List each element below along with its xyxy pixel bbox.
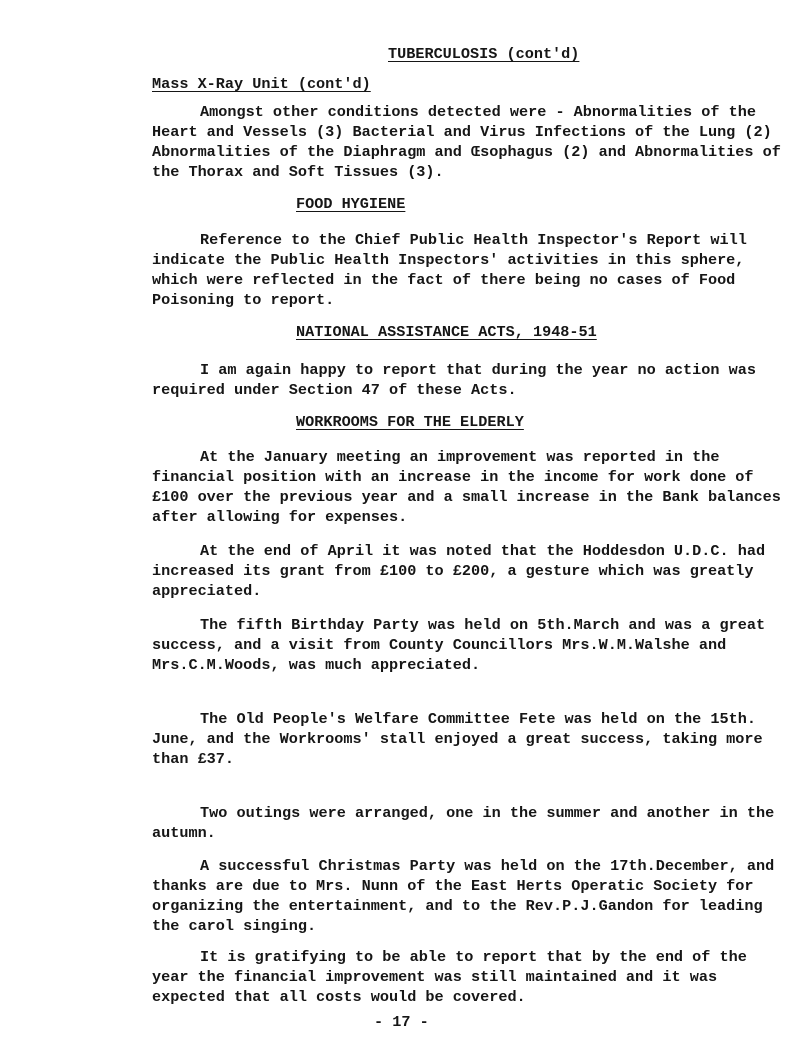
xray-paragraph: Amongst other conditions detected were - Abnormalities of the Heart and Vessels (3) Bacterial and Virus Infections of the Lung (2) Abnormalities of the Diaphragm and Œsophagus (2) and Abnormalities of the Thorax and Soft Tissues (3). [152,103,781,181]
national-assistance-heading: NATIONAL ASSISTANCE ACTS, 1948-51 [296,323,597,341]
workrooms-heading: WORKROOMS FOR THE ELDERLY [296,413,524,431]
section-subtitle: Mass X-Ray Unit (cont'd) [152,75,371,93]
workrooms-paragraph-birthday: The fifth Birthday Party was held on 5th.March and was a great success, and a visit from County Councillors Mrs.W.M.Walshe and Mrs.C.M.Woods, was much appreciated. [152,616,766,674]
page-number: - 17 - [374,1013,429,1031]
workrooms-paragraph-fete: The Old People's Welfare Committee Fete was held on the 15th. June, and the Workrooms' stall enjoyed a great success, taking more than £37. [152,710,763,768]
workrooms-paragraph-christmas: A successful Christmas Party was held on the 17th.December, and thanks are due to Mrs. Nunn of the East Herts Operatic Society for organizing the entertainment, and to the Rev.P.J.Gandon for leading the carol singing. [152,857,775,935]
national-assistance-paragraph: I am again happy to report that during the year no action was required under Section 47 of these Acts. [152,361,756,399]
food-hygiene-paragraph: Reference to the Chief Public Health Inspector's Report will indicate the Public Health Inspectors' activities in this sphere, which were reflected in the fact of there being no cases of Food Poisoning to report. [152,231,747,309]
workrooms-paragraph-outings: Two outings were arranged, one in the summer and another in the autumn. [152,804,775,842]
workrooms-paragraph-april: At the end of April it was noted that the Hoddesdon U.D.C. had increased its grant from £100 to £200, a gesture which was greatly appreciated. [152,542,766,600]
workrooms-paragraph-january: At the January meeting an improvement was reported in the financial position with an increase in the income for work done of £100 over the previous year and a small increase in the Bank balances after allowing for expenses. [152,448,781,526]
workrooms-paragraph-conclusion: It is gratifying to be able to report that by the end of the year the financial improvement was still maintained and it was expected that all costs would be covered. [152,948,747,1006]
page-title: TUBERCULOSIS (cont'd) [388,45,580,63]
food-hygiene-heading: FOOD HYGIENE [296,195,406,213]
